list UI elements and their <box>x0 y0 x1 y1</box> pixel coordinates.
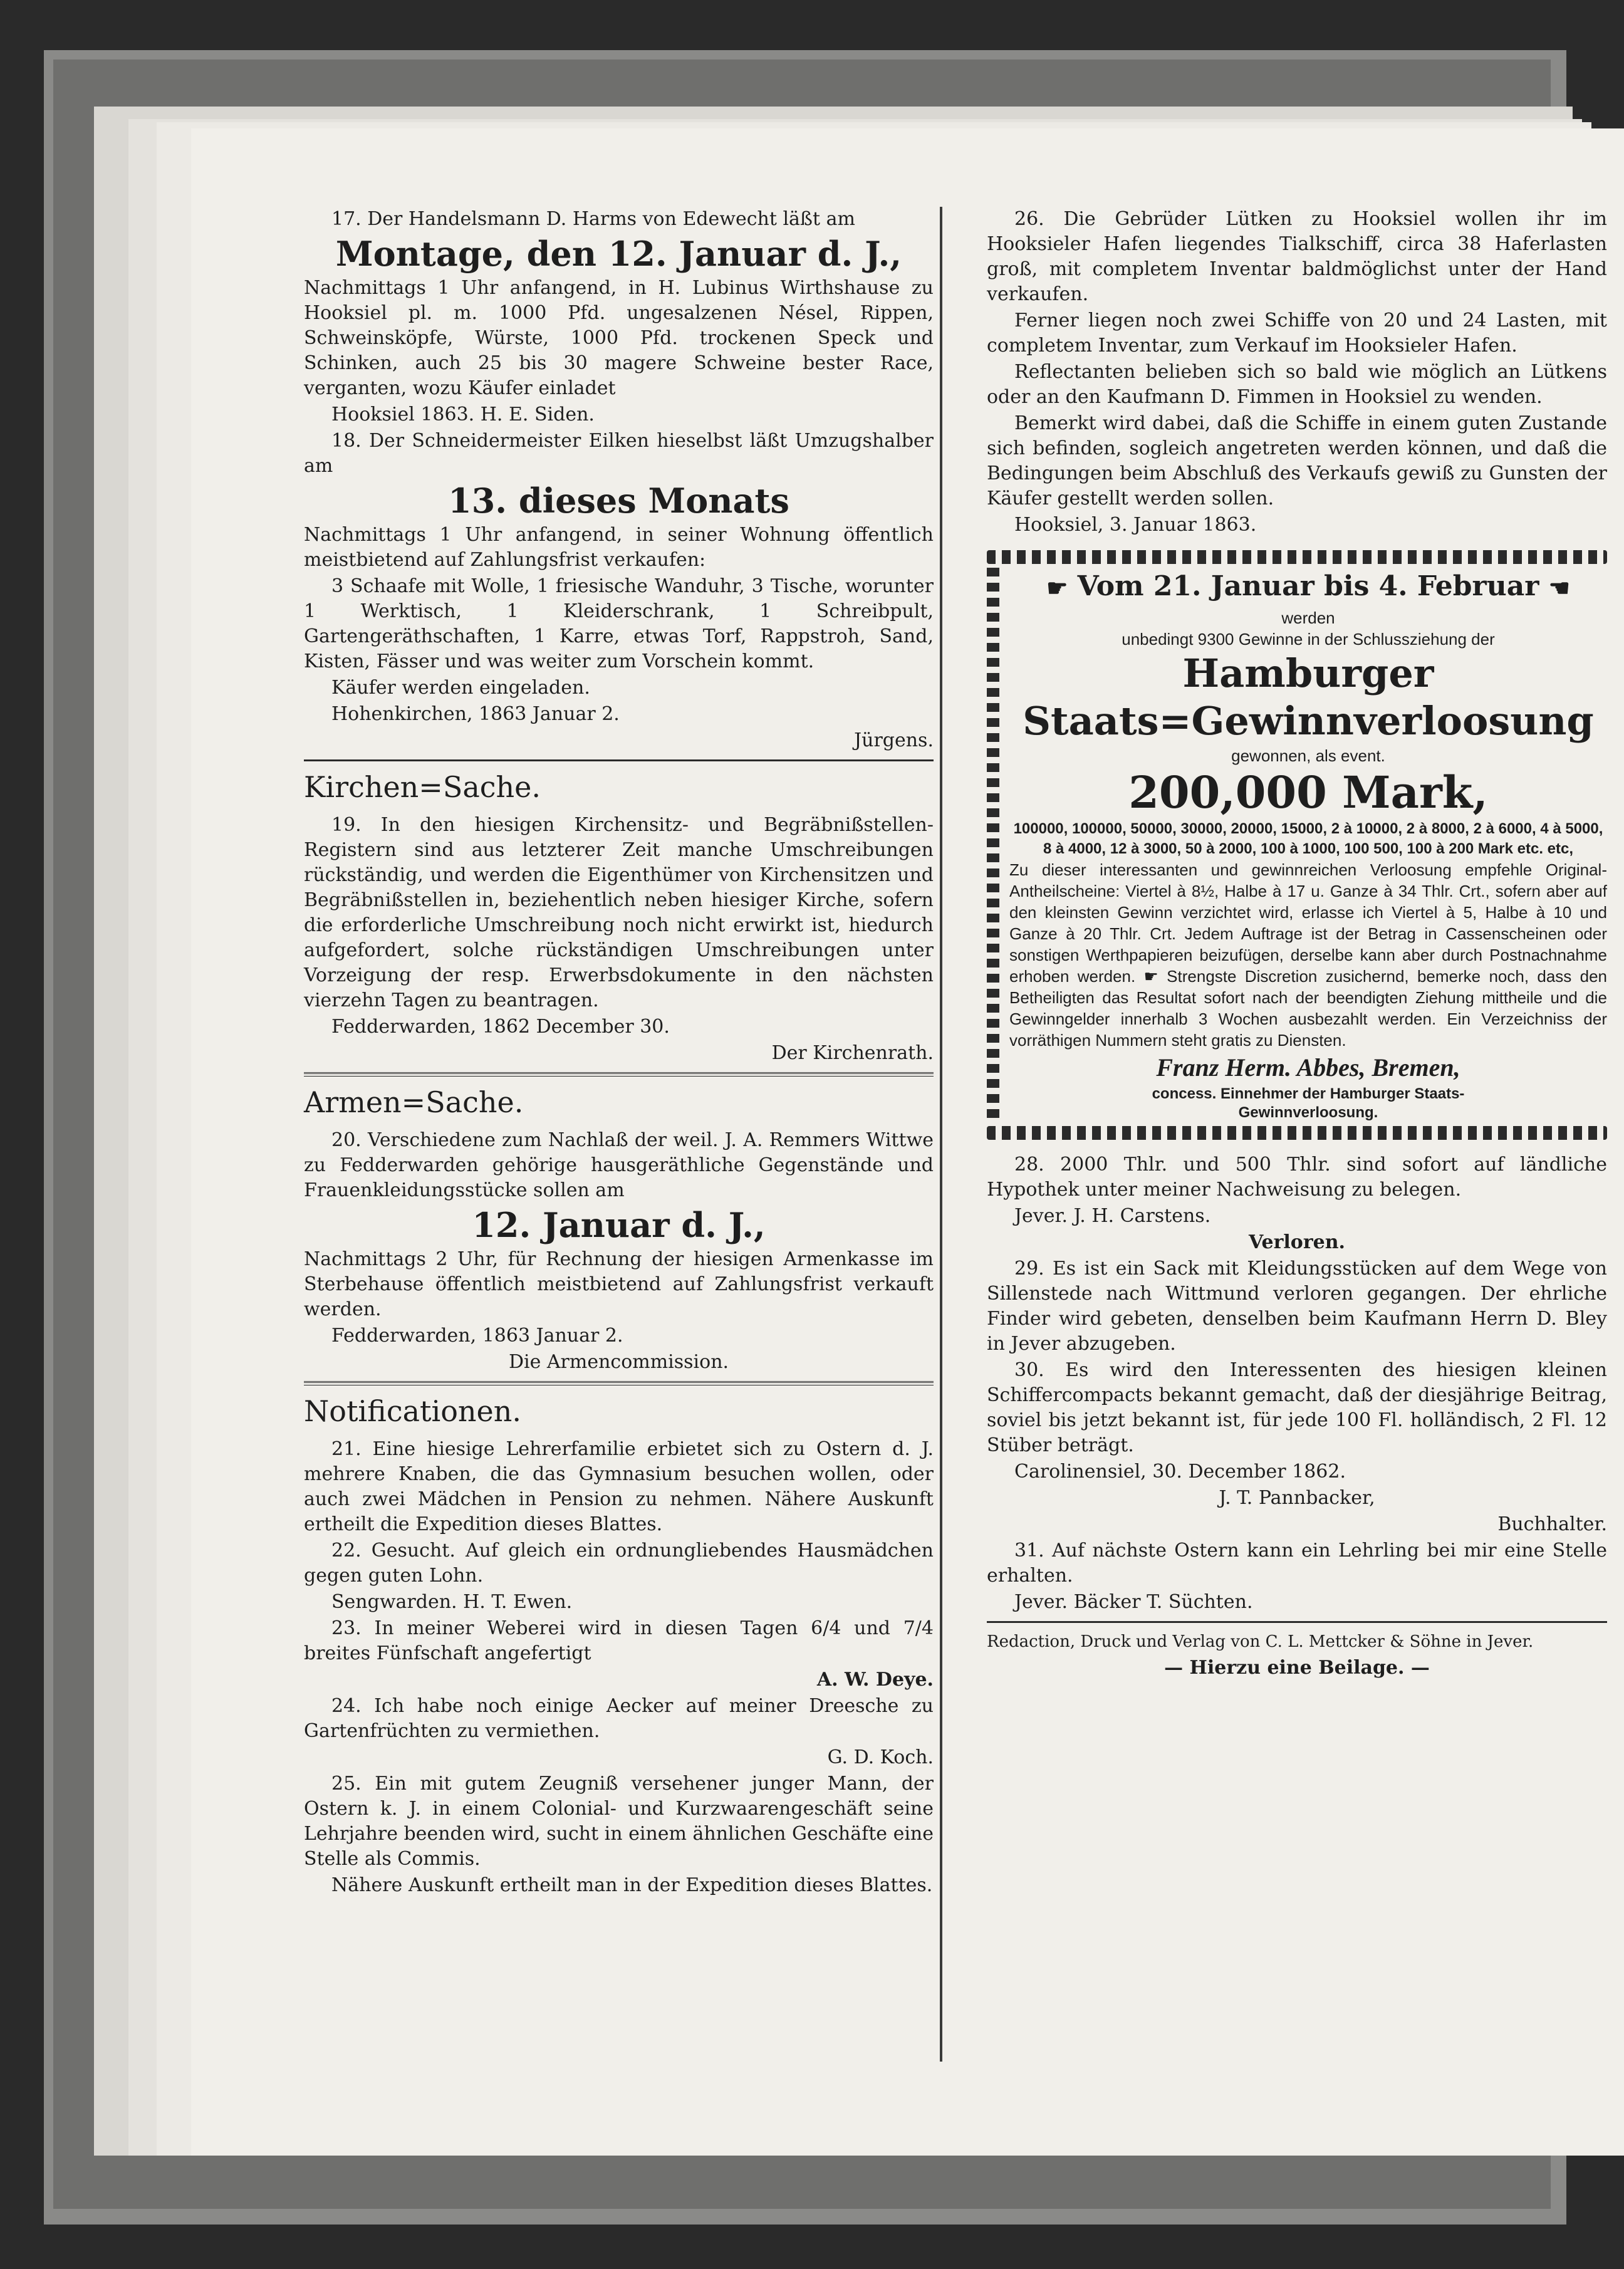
notice-17-intro: 17. Der Handelsmann D. Harms von Edewecht läßt am <box>331 208 855 230</box>
notice-18-place: Hohenkirchen, 1863 Januar 2. <box>331 703 620 725</box>
notice-19-place: Fedderwarden, 1862 December 30. <box>331 1016 670 1038</box>
notice-25: 25. Ein mit gutem Zeugniß versehener junger Mann, der Ostern k. J. in einem Colonial- und Kurzwaarengeschäft seine Lehrjahre beenden wird, sucht in einem ähnlichen Geschäfte eine Stelle als Commis. <box>304 1773 934 1870</box>
armen-header: Armen=Sache. <box>304 1085 524 1119</box>
ad-line2: gewonnen, als event. <box>1231 746 1385 765</box>
notice-22-signature: Sengwarden. H. T. Ewen. <box>331 1591 573 1613</box>
notice-28-signature: Jever. J. H. Carstens. <box>1014 1204 1211 1227</box>
notice-30-signature: J. T. Pannbacker, <box>1219 1486 1375 1509</box>
notice-20-signature: Die Armencommission. <box>508 1351 729 1373</box>
notice-17-date: Montage, den 12. Januar d. J., <box>335 234 902 274</box>
ad-amount: 200,000 Mark, <box>1128 766 1488 818</box>
section-rule <box>304 759 934 761</box>
notice-28: 28. 2000 Thlr. und 500 Thlr. sind sofort auf ländliche Hypothek unter meiner Nachweisung zu belegen. <box>987 1153 1607 1201</box>
notice-24: 24. Ich habe noch einige Aecker auf meiner Dreesche zu Gartenfrüchten zu vermiethen. <box>304 1695 934 1742</box>
ad-body-text: Zu dieser interessanten und gewinnreichen Verloosung empfehle Original-Antheilscheine: Viertel à 8½, Halbe à 17 u. Ganze à 34 Thlr. Crt., sofern aber auf den kleinsten Gewinn verzichtet wird, erlasse ich Viertel à 5, Halbe à 10 und Ganze à 20 Thlr. Crt. Jedem Auftrage ist der Betrag in Cassenscheinen oder sonstigen Werthpapieren beizufügen, derselbe kann aber durch Postnachnahme erhoben werden. ☛ Strengste Discretion zusichernd, bemerke noch, dass den Betheiligten das Resultat sofort nach der beendigten Ziehung mittheile und die Gewinngelder innerhalb 3 Wochen ausbezahlt werden. Ein Verzeichniss der vorräthigen Nummern steht gratis zu Diensten. <box>1009 860 1607 1050</box>
footer-rule <box>987 1621 1607 1623</box>
ornament-border <box>987 1126 1607 1140</box>
left-column <box>304 207 934 1899</box>
notice-19-signature: Der Kirchenrath. <box>771 1042 934 1064</box>
notice-23: 23. In meiner Weberei wird in diesen Tagen 6/4 und 7/4 breites Fünfschaft angefertigt <box>304 1617 934 1664</box>
section-rule <box>304 1072 934 1077</box>
notice-30-role: Buchhalter. <box>1497 1513 1607 1535</box>
pointing-hand-right-icon: ☛ <box>1046 573 1068 602</box>
notice-26-more: Ferner liegen noch zwei Schiffe von 20 und 24 Lasten, mit completem Inventar, zum Verkauf im Hooksieler Hafen. <box>987 310 1607 357</box>
notice-18-intro: 18. Der Schneidermeister Eilken hieselbst läßt Umzugshalber am <box>304 430 934 477</box>
supplement-note: — Hierzu eine Beilage. — <box>1164 1656 1430 1679</box>
ad-prices: 100000, 100000, 50000, 30000, 20000, 15000, 2 à 10000, 2 à 8000, 2 à 6000, 4 à 5000, 8 à 4000, 12 à 3000, 50 à 2000, 100 à 1000, 100 500, 100 à 200 Mark etc. etc, <box>1013 820 1603 857</box>
ad-werden: werden <box>1281 608 1335 627</box>
notice-17-body: Nachmittags 1 Uhr anfangend, in H. Lubinus Wirthshause zu Hooksiel pl. m. 1000 Pfd. ungesalzenen Nésel, Rippen, Schweinsköpfe, Würste, 1000 Pfd. trockenen Speck und Schinken, auch 25 bis 30 magere Schweine bester Race, verganten, wozu Käufer einladet <box>304 277 934 399</box>
ad-conc1: concess. Einnehmer der Hamburger Staats- <box>1152 1085 1465 1102</box>
notice-18-items: 3 Schaafe mit Wolle, 1 friesische Wanduhr, 3 Tische, worunter 1 Werktisch, 1 Kleiderschrank, 1 Schreibpult, Gartengeräthschaften, 1 Karre, etwas Torf, Rappstroh, Sand, Kisten, Fässer und was weiter zum Vorschein kommt. <box>304 575 934 672</box>
kirchen-header: Kirchen=Sache. <box>304 770 541 804</box>
ad-name: Franz Herm. Abbes, Bremen, <box>1156 1053 1460 1082</box>
ad-dates: Vom 21. Januar bis 4. Februar <box>1077 570 1539 602</box>
notice-18-signature: Jürgens. <box>854 729 934 751</box>
notice-20-place: Fedderwarden, 1863 Januar 2. <box>331 1325 623 1347</box>
notice-30-place: Carolinensiel, 30. December 1862. <box>1014 1460 1346 1483</box>
notice-25-more: Nähere Auskunft ertheilt man in der Expedition dieses Blattes. <box>331 1874 933 1896</box>
ad-line1: unbedingt 9300 Gewinne in der Schlussziehung der <box>1122 629 1495 649</box>
notice-26-reflect: Reflectanten belieben sich so bald wie möglich an Lütkens oder an den Kaufmann D. Fimmen in Hooksiel zu wenden. <box>987 361 1607 408</box>
notice-29: 29. Es ist ein Sack mit Kleidungsstücken auf dem Wege von Sillenstede nach Wittmund verloren gegangen. Der ehrliche Finder wird gebeten, denselben beim Kaufmann Herrn D. Bley in Jever abzugeben. <box>987 1257 1607 1355</box>
notice-31-signature: Jever. Bäcker T. Süchten. <box>1014 1590 1253 1613</box>
notice-22: 22. Gesucht. Auf gleich ein ordnungliebendes Hausmädchen gegen guten Lohn. <box>304 1540 934 1587</box>
notice-24-signature: G. D. Koch. <box>827 1746 934 1768</box>
verloren-header: Verloren. <box>1249 1231 1345 1253</box>
lottery-advertisement <box>987 550 1607 1140</box>
notice-20-body2: Nachmittags 2 Uhr, für Rechnung der hiesigen Armenkasse im Sterbehause öffentlich meistbietend auf Zahlungsfrist verkauft werden. <box>304 1248 934 1320</box>
advertisement-body <box>1009 568 1607 1122</box>
notice-17-signature: Hooksiel 1863. H. E. Siden. <box>331 404 595 425</box>
notice-20-date: 12. Januar d. J., <box>472 1205 766 1245</box>
column-divider <box>940 207 942 2062</box>
notice-23-signature: A. W. Deye. <box>816 1669 934 1691</box>
notice-20-body: 20. Verschiedene zum Nachlaß der weil. J. A. Remmers Wittwe zu Fedderwarden gehörige hausgeräthliche Gegenstände und Frauenkleidungsstücke sollen am <box>304 1129 934 1201</box>
pointing-hand-left-icon: ☚ <box>1548 573 1570 602</box>
ornament-border <box>987 568 999 1122</box>
notice-18-body: Nachmittags 1 Uhr anfangend, in seiner Wohnung öffentlich meistbietend auf Zahlungsfrist verkaufen: <box>304 524 934 571</box>
ad-title-1: Hamburger <box>1182 650 1434 696</box>
notice-31: 31. Auf nächste Ostern kann ein Lehrling bei mir eine Stelle erhalten. <box>987 1539 1607 1587</box>
notice-26: 26. Die Gebrüder Lütken zu Hooksiel wollen ihr im Hooksieler Hafen liegendes Tialkschiff, circa 38 Haferlasten groß, mit completem Inventar baldmöglichst unter der Hand verkaufen. <box>987 208 1607 305</box>
notice-26-remark: Bemerkt wird dabei, daß die Schiffe in einem guten Zustande sich befinden, sogleich angetreten werden können, und daß die Bedingungen beim Abschluß des Verkaufs gewiß zu Gunsten der Käufer gestellt werden sollen. <box>987 412 1607 509</box>
notice-26-place: Hooksiel, 3. Januar 1863. <box>1014 514 1257 536</box>
section-rule <box>304 1381 934 1385</box>
notice-18-buyers: Käufer werden eingeladen. <box>331 677 590 699</box>
ad-dates-line <box>1009 568 1607 607</box>
notice-30: 30. Es wird den Interessenten des hiesigen kleinen Schiffercompacts bekannt gemacht, daß der diesjährige Beitrag, soviel bis jetzt bekannt ist, für jede 100 Fl. holländisch, 2 Fl. 12 Stüber beträgt. <box>987 1359 1607 1456</box>
ad-conc2: Gewinnverloosung. <box>1238 1103 1378 1121</box>
imprint: Redaction, Druck und Verlag von C. L. Mettcker & Söhne in Jever. <box>987 1632 1534 1651</box>
ad-title-2: Staats=Gewinnverloosung <box>1023 697 1594 744</box>
notice-18-date: 13. dieses Monats <box>448 481 789 521</box>
notice-21: 21. Eine hiesige Lehrerfamilie erbietet sich zu Ostern d. J. mehrere Knaben, die das Gymnasium besuchen wollen, oder auch zwei Mädchen in Pension zu nehmen. Nähere Auskunft ertheilt die Expedition dieses Blattes. <box>304 1438 934 1535</box>
notif-header: Notificationen. <box>304 1394 521 1428</box>
notice-19-body: 19. In den hiesigen Kirchensitz- und Begräbnißstellen-Registern sind aus letzterer Zeit manche Umschreibungen rückständig, und werden die Eigenthümer von Kirchensitzen und Begräbnißstellen in, beziehentlich neben hiesiger Kirche, sofern die erforderliche Umschreibung noch nicht erwirkt ist, hiedurch aufgefordert, solche rückständigen Umschreibungen unter Vorzeigung der resp. Erwerbsdokumente in den nächsten vierzehn Tagen zu beantragen. <box>304 814 934 1011</box>
ornament-border <box>987 550 1607 564</box>
right-column <box>987 207 1607 1682</box>
